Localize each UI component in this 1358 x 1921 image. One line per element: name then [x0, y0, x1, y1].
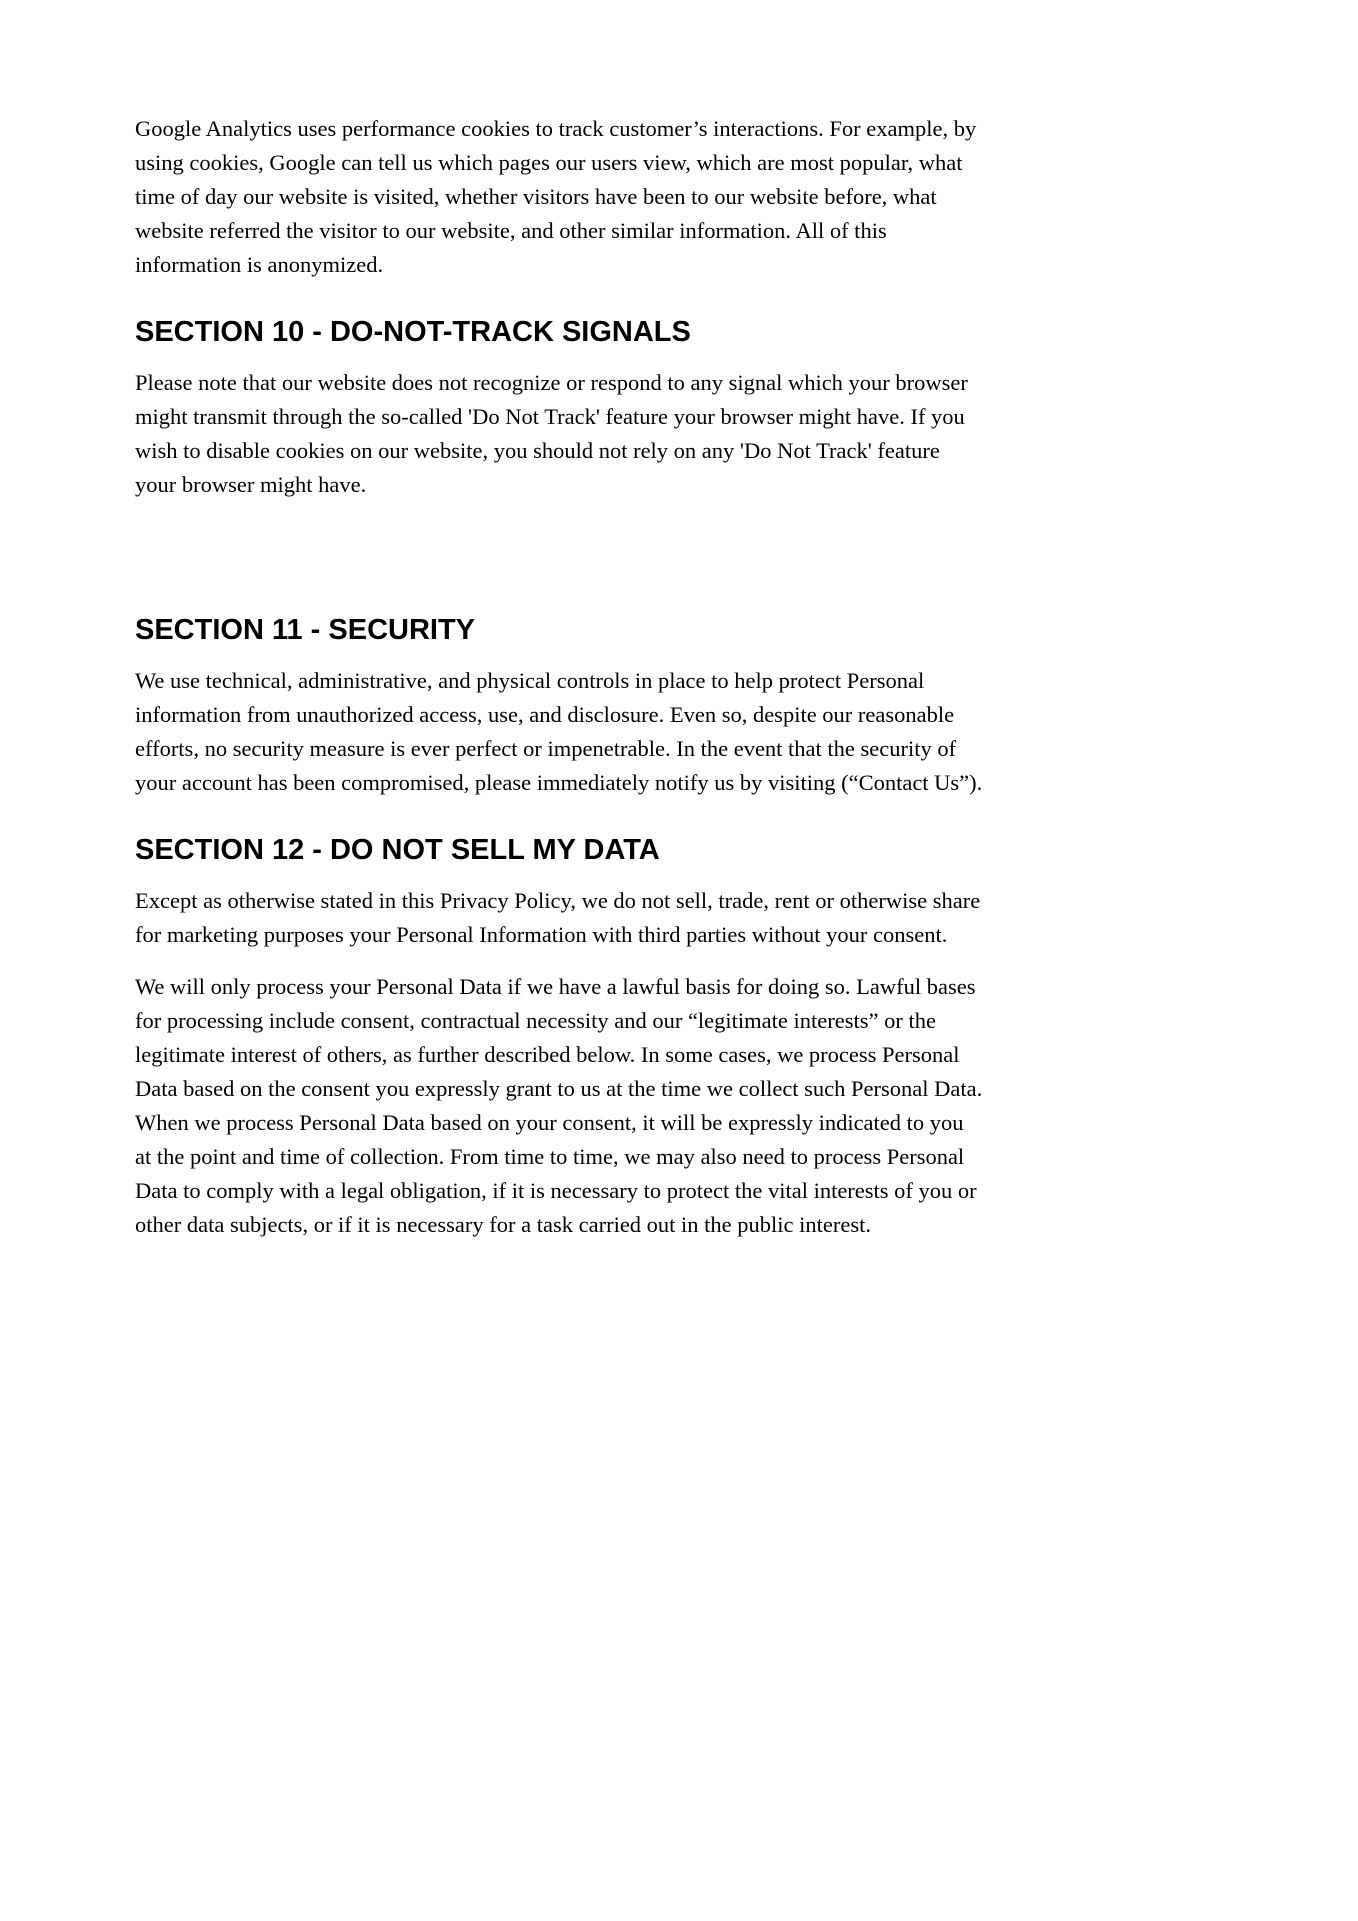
section-10-paragraph: Please note that our website does not recognize or respond to any signal which your browser might transmit through the so-called 'Do Not Track' feature your browser might have. If you wish to disable cookies on our website, you should not rely on any 'Do Not Track' feature your browser might have. — [135, 370, 968, 497]
section-12-heading: SECTION 12 - DO NOT SELL MY DATA — [135, 834, 660, 866]
section-11-paragraph: We use technical, administrative, and physical controls in place to help protect Personal information from unauthorized access, use, and disclosure. Even so, despite our reasonable efforts, no security measure is ever perfect or impenetrable. In the event that the security of your account has been compromised, please immediately notify us by visiting (“Contact Us”). — [135, 668, 983, 795]
section-12-paragraph-1: Except as otherwise stated in this Privacy Policy, we do not sell, trade, rent or otherwise share for marketing purposes your Personal Information with third parties without your consent. — [135, 888, 981, 947]
document-body — [135, 112, 983, 1242]
section-10-heading: SECTION 10 - DO-NOT-TRACK SIGNALS — [135, 316, 691, 348]
intro-paragraph: Google Analytics uses performance cookies to track customer’s interactions. For example, by using cookies, Google can tell us which pages our users view, which are most popular, what time of day our website is visited, whether visitors have been to our website before, what website referred the visitor to our website, and other similar information. All of this information is anonymized. — [135, 116, 977, 277]
section-11-heading: SECTION 11 - SECURITY — [135, 614, 476, 646]
blank-line-spacer — [135, 520, 983, 580]
section-12-paragraph-2: We will only process your Personal Data if we have a lawful basis for doing so. Lawful bases for processing include consent, contractual necessity and our “legitimate interests” or the legitimate interest of others, as further described below. In some cases, we process Personal Data based on the consent you expressly grant to us at the time we collect such Personal Data. When we process Personal Data based on your consent, it will be expressly indicated to you at the point and time of collection. From time to time, we may also need to process Personal Data to comply with a legal obligation, if it is necessary to protect the vital interests of you or other data subjects, or if it is necessary for a task carried out in the public interest. — [135, 974, 983, 1237]
